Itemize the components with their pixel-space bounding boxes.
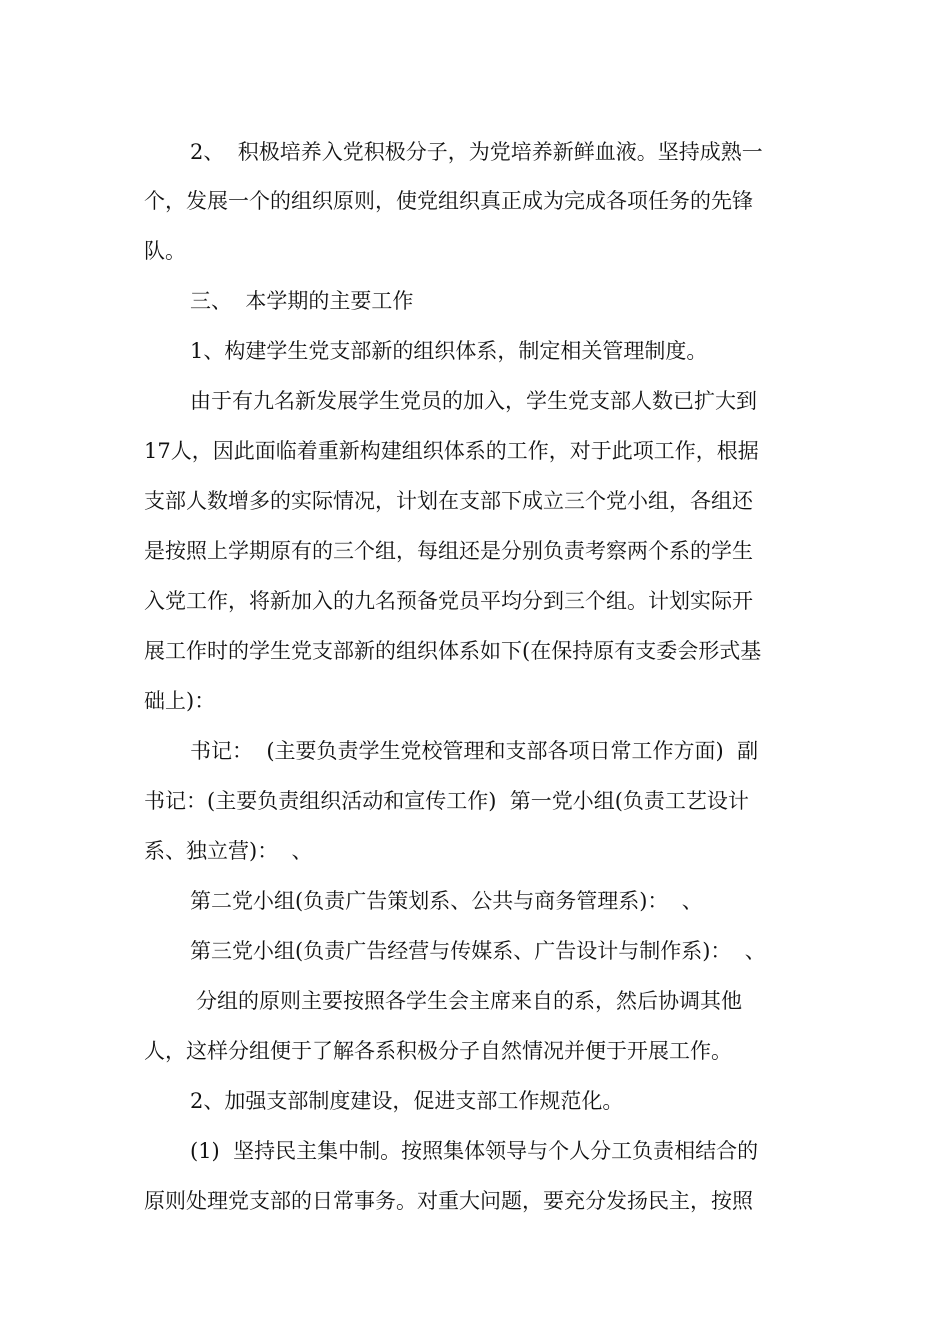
text-line: 人，这样分组便于了解各系积极分子自然情况并便于开展工作。 <box>144 1039 732 1063</box>
text-line: 系、独立营)： 、 <box>144 839 313 863</box>
text-line: 书记： (主要负责学生党校管理和支部各项日常工作方面) 副 <box>190 739 759 763</box>
text-line: 第三党小组(负责广告经营与传媒系、广告设计与制作系)： 、 <box>190 939 766 963</box>
text-line: 支部人数增多的实际情况，计划在支部下成立三个党小组，各组还 <box>144 489 753 513</box>
text-line: 由于有九名新发展学生党员的加入，学生党支部人数已扩大到 <box>190 389 757 413</box>
subsection-heading: 1、构建学生党支部新的组织体系，制定相关管理制度。 <box>190 339 708 363</box>
text-line: 础上)： <box>144 689 216 713</box>
subsection-heading: 2、加强支部制度建设，促进支部工作规范化。 <box>190 1089 624 1113</box>
text-line: 个，发展一个的组织原则，使党组织真正成为完成各项任务的先锋 <box>144 189 753 213</box>
text-line: 分组的原则主要按照各学生会主席来自的系，然后协调其他 <box>196 989 742 1013</box>
text-line: 入党工作，将新加入的九名预备党员平均分到三个组。计划实际开 <box>144 589 753 613</box>
text-line: 原则处理党支部的日常事务。对重大问题，要充分发扬民主，按照 <box>144 1189 753 1213</box>
text-line: 17人，因此面临着重新构建组织体系的工作，对于此项工作，根据 <box>144 439 759 463</box>
text-line: 书记：(主要负责组织活动和宣传工作) 第一党小组(负责工艺设计 <box>144 789 749 813</box>
text-line: 2、 积极培养入党积极分子，为党培养新鲜血液。坚持成熟一 <box>190 140 763 164</box>
text-line: 展工作时的学生党支部新的组织体系如下(在保持原有支委会形式基 <box>144 639 762 663</box>
text-line: 队。 <box>144 239 186 263</box>
section-heading: 三、 本学期的主要工作 <box>190 289 414 313</box>
text-line: 第二党小组(负责广告策划系、公共与商务管理系)： 、 <box>190 889 703 913</box>
text-line: 是按照上学期原有的三个组，每组还是分别负责考察两个系的学生 <box>144 539 753 563</box>
text-line: (1) 坚持民主集中制。按照集体领导与个人分工负责相结合的 <box>190 1139 759 1163</box>
